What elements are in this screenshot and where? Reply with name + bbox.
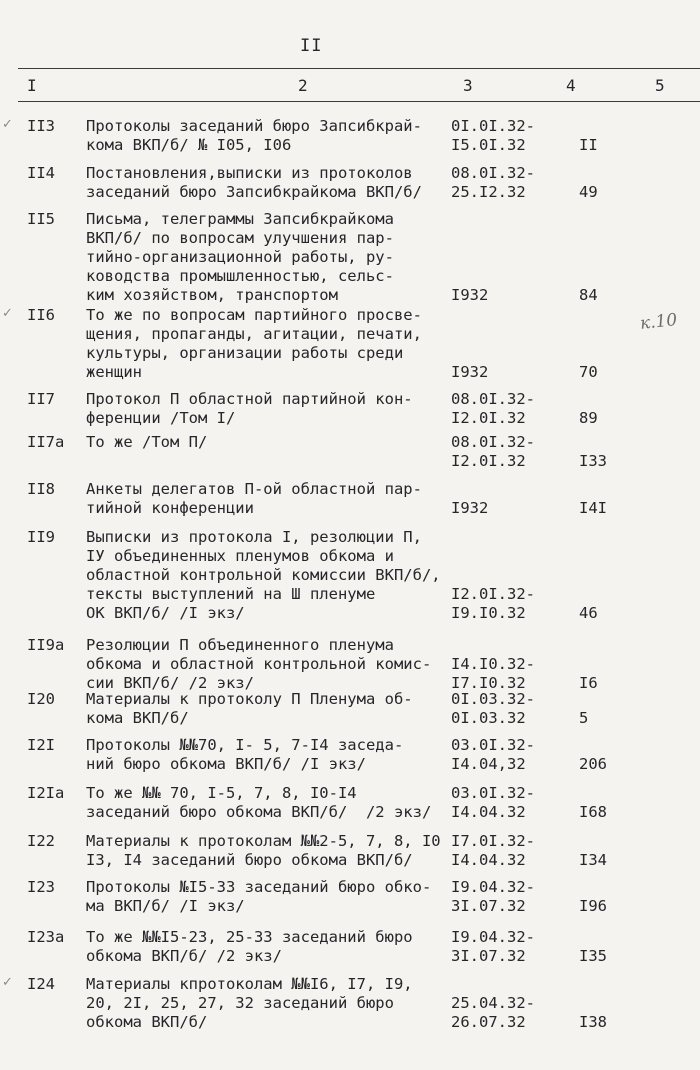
- record-number: I2Iа: [27, 784, 65, 802]
- date-from: 08.0I.32-: [451, 390, 535, 408]
- page-count: II: [579, 136, 598, 154]
- date-from: 0I.03.32-: [451, 690, 535, 708]
- margin-note: к.10: [639, 310, 679, 334]
- column-header-5: 5: [655, 76, 665, 95]
- date-to: 25.I2.32: [451, 183, 526, 201]
- date-from: I2.0I.32-: [451, 585, 535, 603]
- record-number: I23: [27, 878, 55, 896]
- record-title: Материалы к протоколам №№2-5, 7, 8, I0 I3, I4 заседаний бюро обкома ВКП/б/: [86, 832, 441, 869]
- record-title: То же №№I5-23, 25-33 заседаний бюро обкома ВКП/б/ /2 экз/: [86, 928, 413, 965]
- page-count: 49: [579, 183, 598, 201]
- page-count: 46: [579, 604, 598, 622]
- record-number: II7а: [27, 433, 65, 451]
- record-title: То же /Том П/: [86, 433, 208, 451]
- date-from: 08.0I.32-: [451, 164, 535, 182]
- page-count: I33: [579, 452, 607, 470]
- date-to: I932: [451, 363, 489, 381]
- header-rule-bottom: [18, 101, 700, 102]
- date-from: 03.0I.32-: [451, 784, 535, 802]
- date-from: 08.0I.32-: [451, 433, 535, 451]
- record-title: Письма, телеграммы Запсибкрайкома ВКП/б/ по вопросам улучшения пар- тийно-организационной работы, ру- ководства промышленностью, сельс- ким хозяйством, транспортом: [86, 210, 394, 304]
- page-count: 206: [579, 755, 607, 773]
- date-to: I5.0I.32: [451, 136, 526, 154]
- date-from: I7.0I.32-: [451, 832, 535, 850]
- record-title: Материалы кпротоколам №№I6, I7, I9, 20, 2I, 25, 27, 32 заседаний бюро обкома ВКП/б/: [86, 975, 413, 1031]
- record-number: II5: [27, 210, 55, 228]
- date-from: I4.I0.32-: [451, 655, 535, 673]
- column-header-4: 4: [566, 76, 576, 95]
- page-count: I6: [579, 674, 598, 692]
- check-mark-icon: ✓: [2, 975, 13, 990]
- date-to: I4.04,32: [451, 755, 526, 773]
- date-from: 0I.0I.32-: [451, 117, 535, 135]
- record-title: Протоколы №I5-33 заседаний бюро обко- ма ВКП/б/ /I экз/: [86, 878, 432, 915]
- record-number: II7: [27, 390, 55, 408]
- record-title: То же №№ 70, I-5, 7, 8, I0-I4 заседаний бюро обкома ВКП/б/ /2 экз/: [86, 784, 432, 821]
- record-number: I23а: [27, 928, 65, 946]
- column-header-1: I: [27, 76, 37, 95]
- record-number: II9: [27, 528, 55, 546]
- record-number: I24: [27, 975, 55, 993]
- header-rule-top: [18, 68, 700, 69]
- record-number: II3: [27, 117, 55, 135]
- date-to: I2.0I.32: [451, 452, 526, 470]
- page-count: I96: [579, 897, 607, 915]
- page-count: 5: [579, 709, 589, 727]
- record-title: Протокол П областной партийной кон- ференции /Том I/: [86, 390, 413, 427]
- record-title: Анкеты делегатов П-ой областной пар- тийной конференции: [86, 480, 422, 517]
- date-to: I932: [451, 499, 489, 517]
- record-title: Протоколы №№70, I- 5, 7-I4 заседа- ний бюро обкома ВКП/б/ /I экз/: [86, 736, 404, 773]
- record-number: II8: [27, 480, 55, 498]
- date-from: 25.04.32-: [451, 994, 535, 1012]
- record-number: I2I: [27, 736, 55, 754]
- record-title: Материалы к протоколу П Пленума об- кома ВКП/б/: [86, 690, 413, 727]
- record-number: II4: [27, 164, 55, 182]
- page-count: 70: [579, 363, 598, 381]
- record-title: То же по вопросам партийного просве- щения, пропаганды, агитации, печати, культуры, организации работы среди женщин: [86, 306, 422, 381]
- date-to: I2.0I.32: [451, 409, 526, 427]
- record-number: II9а: [27, 636, 65, 654]
- date-to: I7.I0.32: [451, 674, 526, 692]
- page-count: I38: [579, 1013, 607, 1031]
- record-title: Выписки из протокола I, резолюции П, IУ объединенных пленумов обкома и областной контрольной комиссии ВКП/б/, тексты выступлений на Ш пленуме ОК ВКП/б/ /I экз/: [86, 528, 441, 622]
- record-title: Протоколы заседаний бюро Запсибкрай- кома ВКП/б/ № I05, I06: [86, 117, 422, 154]
- column-header-3: 3: [463, 76, 473, 95]
- date-to: I4.04.32: [451, 851, 526, 869]
- date-from: 03.0I.32-: [451, 736, 535, 754]
- page-count: I4I: [579, 499, 607, 517]
- date-to: 3I.07.32: [451, 897, 526, 915]
- page-count: 89: [579, 409, 598, 427]
- column-header-2: 2: [298, 76, 308, 95]
- date-to: 26.07.32: [451, 1013, 526, 1031]
- date-to: I9.I0.32: [451, 604, 526, 622]
- record-title: Постановления,выписки из протоколов заседаний бюро Запсибкрайкома ВКП/б/: [86, 164, 422, 201]
- record-number: I22: [27, 832, 55, 850]
- date-to: 0I.03.32: [451, 709, 526, 727]
- page-count: I35: [579, 947, 607, 965]
- page-count: I34: [579, 851, 607, 869]
- date-from: I9.04.32-: [451, 878, 535, 896]
- date-to: 3I.07.32: [451, 947, 526, 965]
- record-number: I20: [27, 690, 55, 708]
- check-mark-icon: ✓: [2, 306, 13, 321]
- page-number: II: [300, 36, 323, 56]
- record-number: II6: [27, 306, 55, 324]
- check-mark-icon: ✓: [2, 117, 13, 132]
- date-to: I4.04.32: [451, 803, 526, 821]
- date-from: I9.04.32-: [451, 928, 535, 946]
- record-title: Резолюции П объединенного пленума обкома и областной контрольной комис- сии ВКП/б/ /2 экз/: [86, 636, 432, 692]
- date-to: I932: [451, 286, 489, 304]
- page-count: I68: [579, 803, 607, 821]
- page-count: 84: [579, 286, 598, 304]
